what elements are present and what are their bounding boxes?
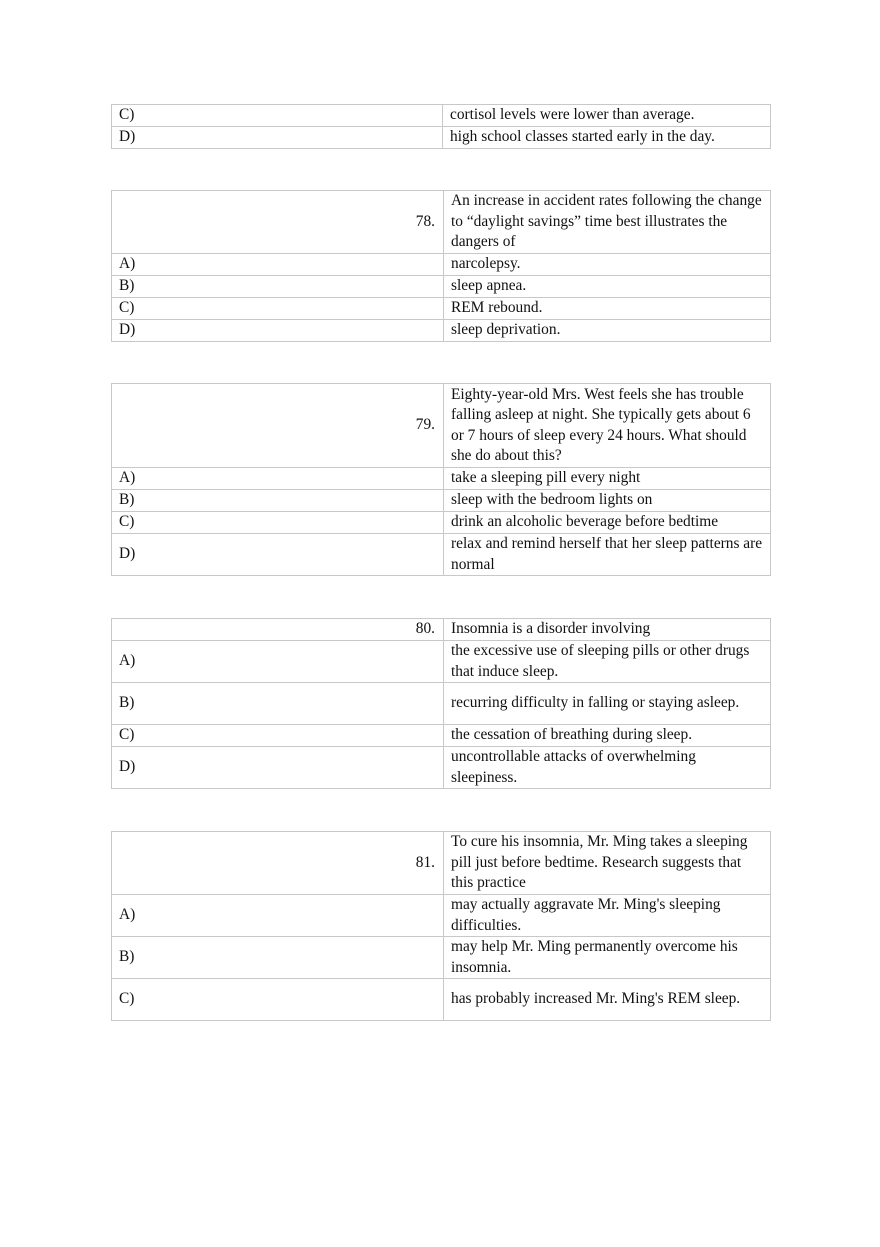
option-text: sleep with the bedroom lights on — [444, 490, 771, 512]
option-text: REM rebound. — [444, 298, 771, 320]
option-letter: C) — [112, 512, 444, 534]
question-text: To cure his insomnia, Mr. Ming takes a sleeping pill just before bedtime. Research suggests that this practice — [444, 832, 771, 895]
option-text: drink an alcoholic beverage before bedtime — [444, 512, 771, 534]
option-row — [112, 490, 771, 512]
option-letter: C) — [112, 979, 444, 1021]
option-row — [112, 298, 771, 320]
option-row — [112, 683, 771, 725]
question-text: Eighty-year-old Mrs. West feels she has trouble falling asleep at night. She typically gets about 6 or 7 hours of sleep every 24 hours. What should she do about this? — [444, 384, 771, 468]
option-letter: A) — [112, 895, 444, 937]
question-text: Insomnia is a disorder involving — [444, 619, 771, 641]
option-letter: A) — [112, 468, 444, 490]
option-letter: B) — [112, 937, 444, 979]
option-text: recurring difficulty in falling or staying asleep. — [444, 683, 771, 725]
option-row — [112, 937, 771, 979]
question-block-continued — [111, 104, 771, 149]
option-row — [112, 468, 771, 490]
question-number: 79. — [112, 384, 444, 468]
option-row — [112, 725, 771, 747]
option-letter: B) — [112, 276, 444, 298]
option-letter: C) — [112, 725, 444, 747]
question-text: An increase in accident rates following the change to “daylight savings” time best illustrates the dangers of — [444, 191, 771, 254]
option-row — [112, 747, 771, 789]
option-text: sleep apnea. — [444, 276, 771, 298]
option-letter: D) — [112, 320, 444, 342]
option-text: sleep deprivation. — [444, 320, 771, 342]
option-letter: A) — [112, 641, 444, 683]
option-text: may help Mr. Ming permanently overcome his insomnia. — [444, 937, 771, 979]
question-block-80 — [111, 618, 771, 789]
option-text: may actually aggravate Mr. Ming's sleeping difficulties. — [444, 895, 771, 937]
option-text: has probably increased Mr. Ming's REM sleep. — [444, 979, 771, 1021]
option-text: cortisol levels were lower than average. — [443, 105, 771, 127]
question-row — [112, 619, 771, 641]
option-letter: C) — [112, 105, 443, 127]
option-text: take a sleeping pill every night — [444, 468, 771, 490]
option-text: the excessive use of sleeping pills or other drugs that induce sleep. — [444, 641, 771, 683]
option-text: uncontrollable attacks of overwhelming sleepiness. — [444, 747, 771, 789]
option-letter: A) — [112, 254, 444, 276]
option-row — [112, 127, 771, 149]
option-letter: B) — [112, 683, 444, 725]
option-row — [112, 105, 771, 127]
question-block-78 — [111, 190, 771, 342]
question-block-79 — [111, 383, 771, 576]
question-number: 78. — [112, 191, 444, 254]
option-row — [112, 512, 771, 534]
question-number: 81. — [112, 832, 444, 895]
question-row — [112, 384, 771, 468]
question-block-81 — [111, 831, 771, 1021]
option-row — [112, 979, 771, 1021]
question-number: 80. — [112, 619, 444, 641]
question-row — [112, 832, 771, 895]
option-text: narcolepsy. — [444, 254, 771, 276]
option-row — [112, 895, 771, 937]
option-letter: D) — [112, 127, 443, 149]
option-row — [112, 534, 771, 576]
option-text: the cessation of breathing during sleep. — [444, 725, 771, 747]
option-letter: D) — [112, 747, 444, 789]
option-letter: B) — [112, 490, 444, 512]
option-row — [112, 641, 771, 683]
option-row — [112, 320, 771, 342]
option-letter: D) — [112, 534, 444, 576]
option-text: relax and remind herself that her sleep patterns are normal — [444, 534, 771, 576]
option-text: high school classes started early in the day. — [443, 127, 771, 149]
option-row — [112, 276, 771, 298]
option-row — [112, 254, 771, 276]
option-letter: C) — [112, 298, 444, 320]
question-row — [112, 191, 771, 254]
